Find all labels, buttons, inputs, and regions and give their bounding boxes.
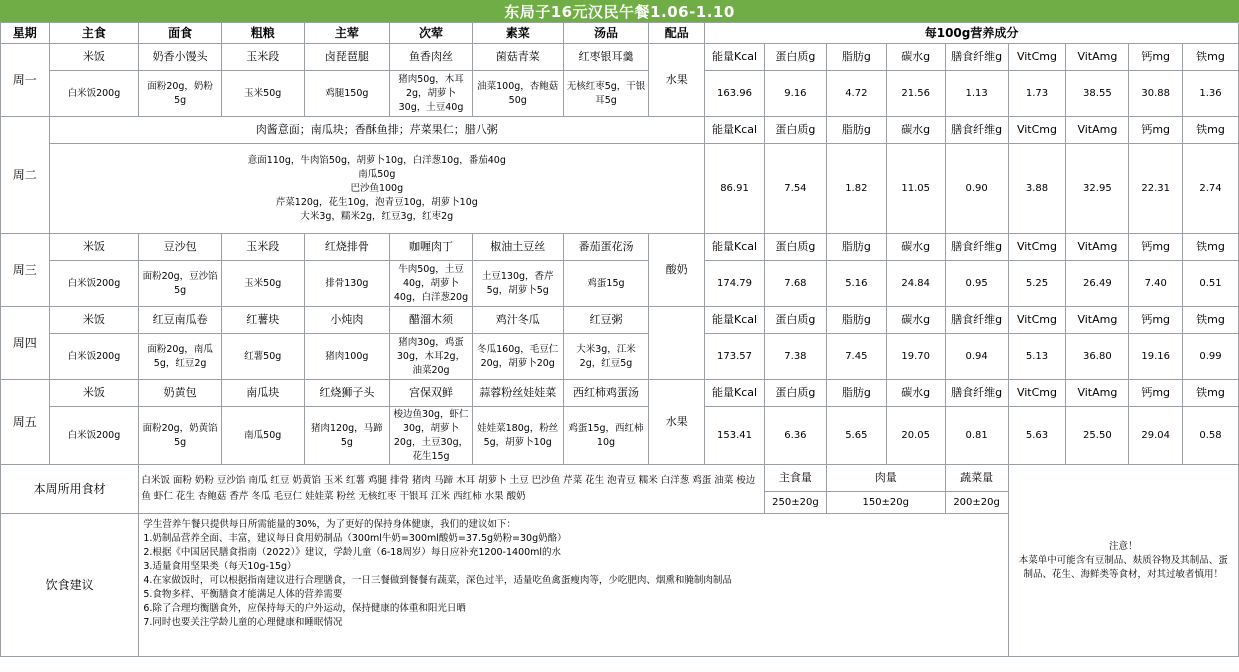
amount-line: 大米3g，糯米2g，红豆3g，红枣2g [300,210,454,222]
nutrient-value: 38.55 [1066,71,1129,117]
nutrient-value: 30.88 [1129,71,1183,117]
advice-text [139,514,1008,657]
dish-name: 宫保双鲜 [390,380,473,407]
dish-amount: 面粉20g，奶粉5g [139,71,222,117]
day-label: 周一 [1,44,50,117]
nutrient-label: VitAmg [1066,44,1129,71]
combined-dish-amounts [49,144,705,234]
nutrient-value: 22.31 [1129,144,1183,234]
dish-amount: 白米饭200g [49,261,139,307]
portion-value-veg: 200±20g [945,492,1008,514]
dish-name: 鸡汁冬瓜 [472,307,563,334]
advice-line: 7.同时也要关注学龄儿童的心理健康和睡眠情况 [143,617,343,628]
nutrient-label: 钙mg [1129,234,1183,261]
nutrient-label: VitCmg [1008,44,1066,71]
nutrient-label: 铁mg [1183,234,1239,261]
ingredients-row-top [1,465,1239,492]
nutrient-value: 1.13 [945,71,1008,117]
dish-name: 南瓜块 [221,380,304,407]
thursday-label-row [1,307,1239,334]
nutrient-label: 蛋白质g [764,234,826,261]
header-main-meat: 主荤 [304,23,390,44]
portion-value-meat: 150±20g [826,492,945,514]
nutrient-label: 蛋白质g [764,307,826,334]
dish-amount: 玉米50g [221,261,304,307]
nutrient-value: 7.68 [764,261,826,307]
dish-name: 奶黄包 [139,380,222,407]
nutrient-value: 1.73 [1008,71,1066,117]
nutrient-value: 32.95 [1066,144,1129,234]
amount-line: 南瓜50g [358,168,396,180]
dish-amount: 面粉20g，豆沙馅5g [139,261,222,307]
nutrient-label: VitAmg [1066,117,1129,144]
nutrient-value: 21.56 [886,71,945,117]
nutrient-label: 铁mg [1183,380,1239,407]
header-pastry: 面食 [139,23,222,44]
nutrient-value: 19.16 [1129,334,1183,380]
dish-name: 蒜蓉粉丝娃娃菜 [472,380,563,407]
dish-amount: 牛肉50g，土豆40g，胡萝卜40g，白洋葱20g [390,261,473,307]
advice-line: 学生营养午餐只提供每日所需能量的30%，为了更好的保持身体健康，我们的建议如下： [143,519,516,530]
header-staple: 主食 [49,23,139,44]
nutrient-value: 1.82 [826,144,886,234]
nutrient-value: 4.72 [826,71,886,117]
friday-value-row [1,407,1239,465]
dish-name: 椒油土豆丝 [472,234,563,261]
header-side: 配品 [649,23,705,44]
dish-name: 米饭 [49,307,139,334]
nutrient-value: 7.45 [826,334,886,380]
nutrient-value: 0.58 [1183,407,1239,465]
day-label: 周三 [1,234,50,307]
dish-amount: 白米饭200g [49,334,139,380]
nutrient-value: 5.63 [1008,407,1066,465]
dish-amount: 面粉20g，南瓜5g，红豆2g [139,334,222,380]
nutrient-value: 173.57 [705,334,765,380]
nutrient-label: 能量Kcal [705,117,765,144]
header-row [1,23,1239,44]
nutrient-label: 能量Kcal [705,380,765,407]
nutrient-label: 膳食纤维g [945,117,1008,144]
nutrient-value: 0.51 [1183,261,1239,307]
nutrient-value: 19.70 [886,334,945,380]
dish-name: 卤琵琶腿 [304,44,390,71]
dish-name: 红枣银耳羹 [563,44,649,71]
nutrient-label: 脂肪g [826,380,886,407]
nutrient-value: 5.25 [1008,261,1066,307]
nutrient-label: 蛋白质g [764,117,826,144]
side-item [649,307,705,380]
dish-name: 玉米段 [221,44,304,71]
dish-amount: 白米饭200g [49,407,139,465]
nutrient-label: 膳食纤维g [945,380,1008,407]
nutrient-label: 蛋白质g [764,44,826,71]
nutrient-label: 能量Kcal [705,234,765,261]
header-second-meat: 次荤 [390,23,473,44]
advice-line: 3.适量食用坚果类（每天10g-15g） [143,561,297,572]
friday-label-row [1,380,1239,407]
advice-line: 1.奶制品营养全面、丰富，建议每日食用奶制品（300ml牛奶=300ml酸奶=37.5g奶粉=30g奶酪） [143,533,567,544]
dish-name: 西红柿鸡蛋汤 [563,380,649,407]
header-coarse-grain: 粗粮 [221,23,304,44]
nutrient-value: 86.91 [705,144,765,234]
amount-line: 巴沙鱼100g [350,182,404,194]
nutrient-value: 7.54 [764,144,826,234]
dish-name: 鱼香肉丝 [390,44,473,71]
ingredients-list: 白米饭 面粉 奶粉 豆沙馅 南瓜 红豆 奶黄馅 玉米 红薯 鸡腿 排骨 猪肉 马蹄 木耳 胡萝卜 土豆 巴沙鱼 芹菜 花生 泡青豆 糯米 白洋葱 鸡蛋 油菜 梭边鱼 虾仁 花生 杏鲍菇 香芹 冬瓜 毛豆仁 娃娃菜 粉丝 无核红枣 干银耳 江米 西红柿 水果 酸奶 [139,465,765,514]
nutrient-value: 153.41 [705,407,765,465]
nutrient-label: 膳食纤维g [945,307,1008,334]
dish-amount: 猪肉50g，木耳2g，胡萝卜30g，土豆40g [390,71,473,117]
nutrient-value: 6.36 [764,407,826,465]
nutrient-value: 7.38 [764,334,826,380]
ingredients-label: 本周所用食材 [1,465,139,514]
nutrient-value: 26.49 [1066,261,1129,307]
nutrient-label: 钙mg [1129,117,1183,144]
tuesday-value-row [1,144,1239,234]
portion-header-veg: 蔬菜量 [945,465,1008,492]
combined-dish-name: 肉酱意面；南瓜块；香酥鱼排；芹菜果仁；腊八粥 [49,117,705,144]
sheet-title: 东局子16元汉民午餐1.06-1.10 [0,0,1239,22]
nutrient-label: 钙mg [1129,307,1183,334]
day-label: 周二 [1,117,50,234]
nutrient-value: 174.79 [705,261,765,307]
nutrient-label: VitCmg [1008,117,1066,144]
wednesday-label-row [1,234,1239,261]
nutrient-value: 25.50 [1066,407,1129,465]
dish-amount: 无核红枣5g，干银耳5g [563,71,649,117]
nutrient-value: 7.40 [1129,261,1183,307]
nutrient-label: VitAmg [1066,380,1129,407]
dish-name: 米饭 [49,380,139,407]
dish-amount: 鸡蛋15g [563,261,649,307]
nutrient-label: 铁mg [1183,44,1239,71]
dish-amount: 土豆130g，香芹5g，胡萝卜5g [472,261,563,307]
dish-name: 红豆南瓜卷 [139,307,222,334]
dish-name: 小炖肉 [304,307,390,334]
portion-value-staple: 250±20g [764,492,826,514]
nutrient-value: 0.95 [945,261,1008,307]
nutrient-label: 能量Kcal [705,307,765,334]
dish-amount: 猪肉30g，鸡蛋30g，木耳2g，油菜20g [390,334,473,380]
nutrient-value: 29.04 [1129,407,1183,465]
menu-table [0,22,1239,657]
nutrient-value: 2.74 [1183,144,1239,234]
tuesday-label-row [1,117,1239,144]
nutrient-label: 铁mg [1183,307,1239,334]
nutrient-label: 脂肪g [826,307,886,334]
nutrient-label: VitCmg [1008,380,1066,407]
nutrient-value: 5.13 [1008,334,1066,380]
dish-name: 红烧排骨 [304,234,390,261]
dish-amount: 梭边鱼30g，虾仁30g，胡萝卜20g，土豆30g，花生15g [390,407,473,465]
dish-name: 菌菇青菜 [472,44,563,71]
dish-amount: 红薯50g [221,334,304,380]
nutrient-label: 碳水g [886,234,945,261]
dish-amount: 鸡腿150g [304,71,390,117]
nutrient-value: 5.65 [826,407,886,465]
notice-title: 注意！ [1109,540,1138,552]
nutrient-label: VitAmg [1066,307,1129,334]
dish-name: 红烧狮子头 [304,380,390,407]
dish-name: 米饭 [49,234,139,261]
dish-amount: 猪肉120g，马蹄5g [304,407,390,465]
dish-amount: 面粉20g，奶黄馅5g [139,407,222,465]
nutrient-value: 20.05 [886,407,945,465]
nutrient-value: 24.84 [886,261,945,307]
nutrient-value: 1.36 [1183,71,1239,117]
side-item: 酸奶 [649,234,705,307]
nutrient-label: 能量Kcal [705,44,765,71]
dish-name: 红豆粥 [563,307,649,334]
nutrient-value: 0.99 [1183,334,1239,380]
nutrient-value: 36.80 [1066,334,1129,380]
dish-name: 红薯块 [221,307,304,334]
monday-label-row [1,44,1239,71]
header-nutrition: 每100g营养成分 [705,23,1239,44]
notice-text: 本菜单中可能含有豆制品、麸质谷物及其制品、蛋制品、花生、海鲜类等食材，对其过敏者慎用！ [1018,554,1228,580]
nutrient-label: 脂肪g [826,117,886,144]
nutrient-label: 膳食纤维g [945,44,1008,71]
dish-name: 咖喱肉丁 [390,234,473,261]
nutrient-label: VitAmg [1066,234,1129,261]
portion-header-meat: 肉量 [826,465,945,492]
dish-amount: 玉米50g [221,71,304,117]
nutrient-value: 0.94 [945,334,1008,380]
dish-amount: 鸡蛋15g，西红柿10g [563,407,649,465]
day-label: 周五 [1,380,50,465]
nutrient-label: 膳食纤维g [945,234,1008,261]
header-soup: 汤品 [563,23,649,44]
nutrient-label: 碳水g [886,380,945,407]
nutrient-label: VitCmg [1008,234,1066,261]
nutrient-value: 9.16 [764,71,826,117]
dish-amount: 白米饭200g [49,71,139,117]
nutrient-label: 碳水g [886,44,945,71]
nutrient-value: 163.96 [705,71,765,117]
thursday-value-row [1,334,1239,380]
dish-name: 米饭 [49,44,139,71]
dish-amount: 娃娃菜180g，粉丝5g，胡萝卜10g [472,407,563,465]
portion-header-staple: 主食量 [764,465,826,492]
nutrient-value: 0.81 [945,407,1008,465]
dish-amount: 猪肉100g [304,334,390,380]
nutrient-value: 3.88 [1008,144,1066,234]
nutrient-label: VitCmg [1008,307,1066,334]
dish-name: 玉米段 [221,234,304,261]
side-item: 水果 [649,44,705,117]
nutrient-label: 脂肪g [826,44,886,71]
wednesday-value-row [1,261,1239,307]
dish-name: 醋溜木须 [390,307,473,334]
dish-amount: 油菜100g，杏鲍菇50g [472,71,563,117]
allergy-notice [1008,465,1238,657]
nutrient-label: 碳水g [886,117,945,144]
dish-amount: 南瓜50g [221,407,304,465]
header-weekday: 星期 [1,23,50,44]
nutrient-value: 0.90 [945,144,1008,234]
dish-amount: 排骨130g [304,261,390,307]
day-label: 周四 [1,307,50,380]
dish-name: 番茄蛋花汤 [563,234,649,261]
amount-line: 意面110g，牛肉馅50g，胡萝卜10g，白洋葱10g，番茄40g [247,154,506,166]
advice-label: 饮食建议 [1,514,139,657]
dish-amount: 大米3g，江米2g，红豆5g [563,334,649,380]
nutrient-label: 蛋白质g [764,380,826,407]
nutrient-label: 钙mg [1129,380,1183,407]
dish-amount: 冬瓜160g，毛豆仁20g，胡萝卜20g [472,334,563,380]
nutrient-label: 碳水g [886,307,945,334]
header-vegetable: 素菜 [472,23,563,44]
dish-name: 奶香小馒头 [139,44,222,71]
nutrient-label: 钙mg [1129,44,1183,71]
advice-line: 6.除了合理均衡膳食外，应保持每天的户外运动，保持健康的体重和阳光日晒 [143,603,466,614]
nutrient-value: 11.05 [886,144,945,234]
advice-line: 4.在家做饭时，可以根据指南建议进行合理膳食，一日三餐做到餐餐有蔬菜，深色过半，适量吃鱼禽蛋瘦肉等，少吃肥肉、烟熏和腌制肉制品 [143,575,732,586]
nutrient-label: 脂肪g [826,234,886,261]
nutrient-label: 铁mg [1183,117,1239,144]
side-item: 水果 [649,380,705,465]
nutrient-value: 5.16 [826,261,886,307]
advice-line: 5.食物多样、平衡膳食才能满足人体的营养需要 [143,589,343,600]
monday-value-row [1,71,1239,117]
advice-line: 2.根据《中国居民膳食指南（2022）》建议，学龄儿童（6-18周岁）每日应补充1200-1400ml的水 [143,547,562,558]
amount-line: 芹菜120g，花生10g，泡青豆10g，胡萝卜10g [275,196,478,208]
dish-name: 豆沙包 [139,234,222,261]
